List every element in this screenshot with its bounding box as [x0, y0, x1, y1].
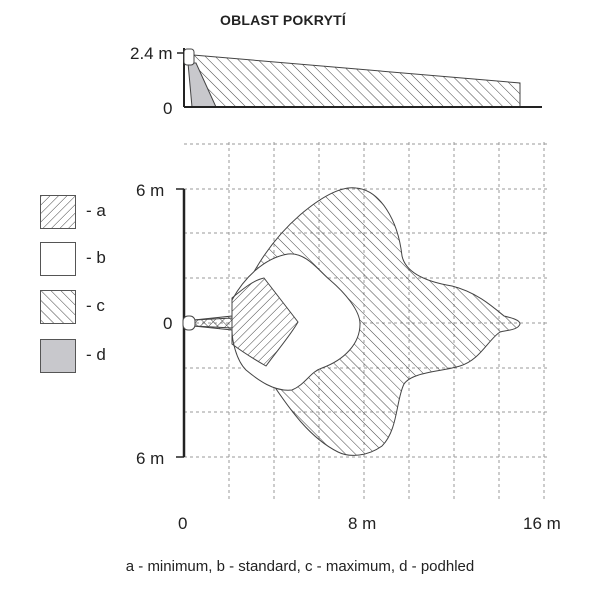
legend-swatch-b [40, 242, 76, 276]
legend-swatch-d [40, 339, 76, 373]
legend-label-a: - a [86, 201, 106, 220]
top-y-label-top: 6 m [136, 181, 165, 200]
top-y-label-zero: 0 [163, 314, 173, 333]
side-y-label-top: 2.4 m [130, 44, 173, 63]
legend-swatch-a [40, 195, 76, 229]
top-view [176, 188, 520, 457]
side-sensor [184, 49, 194, 65]
legend-label-c: - c [86, 296, 105, 315]
legend-item-c [40, 290, 120, 326]
legend-item-b [40, 242, 120, 278]
legend-item-d [40, 339, 120, 375]
legend-caption: a - minimum, b - standard, c - maximum, d - podhled [125, 558, 475, 575]
diagram-title: OBLAST POKRYTÍ [220, 12, 346, 28]
top-x-label-mid: 8 m [348, 514, 377, 533]
side-coverage-c [193, 55, 520, 107]
legend-item-a [40, 195, 120, 231]
legend-label-d: - d [86, 345, 106, 364]
side-view [130, 44, 542, 118]
legend-label-b: - b [86, 248, 106, 267]
legend-swatch-c [40, 290, 76, 324]
top-sensor [183, 316, 195, 330]
top-x-label-end: 16 m [523, 514, 561, 533]
top-y-label-bottom: 6 m [136, 449, 165, 468]
side-y-label-bottom: 0 [163, 99, 173, 118]
top-x-label-zero: 0 [178, 514, 188, 533]
